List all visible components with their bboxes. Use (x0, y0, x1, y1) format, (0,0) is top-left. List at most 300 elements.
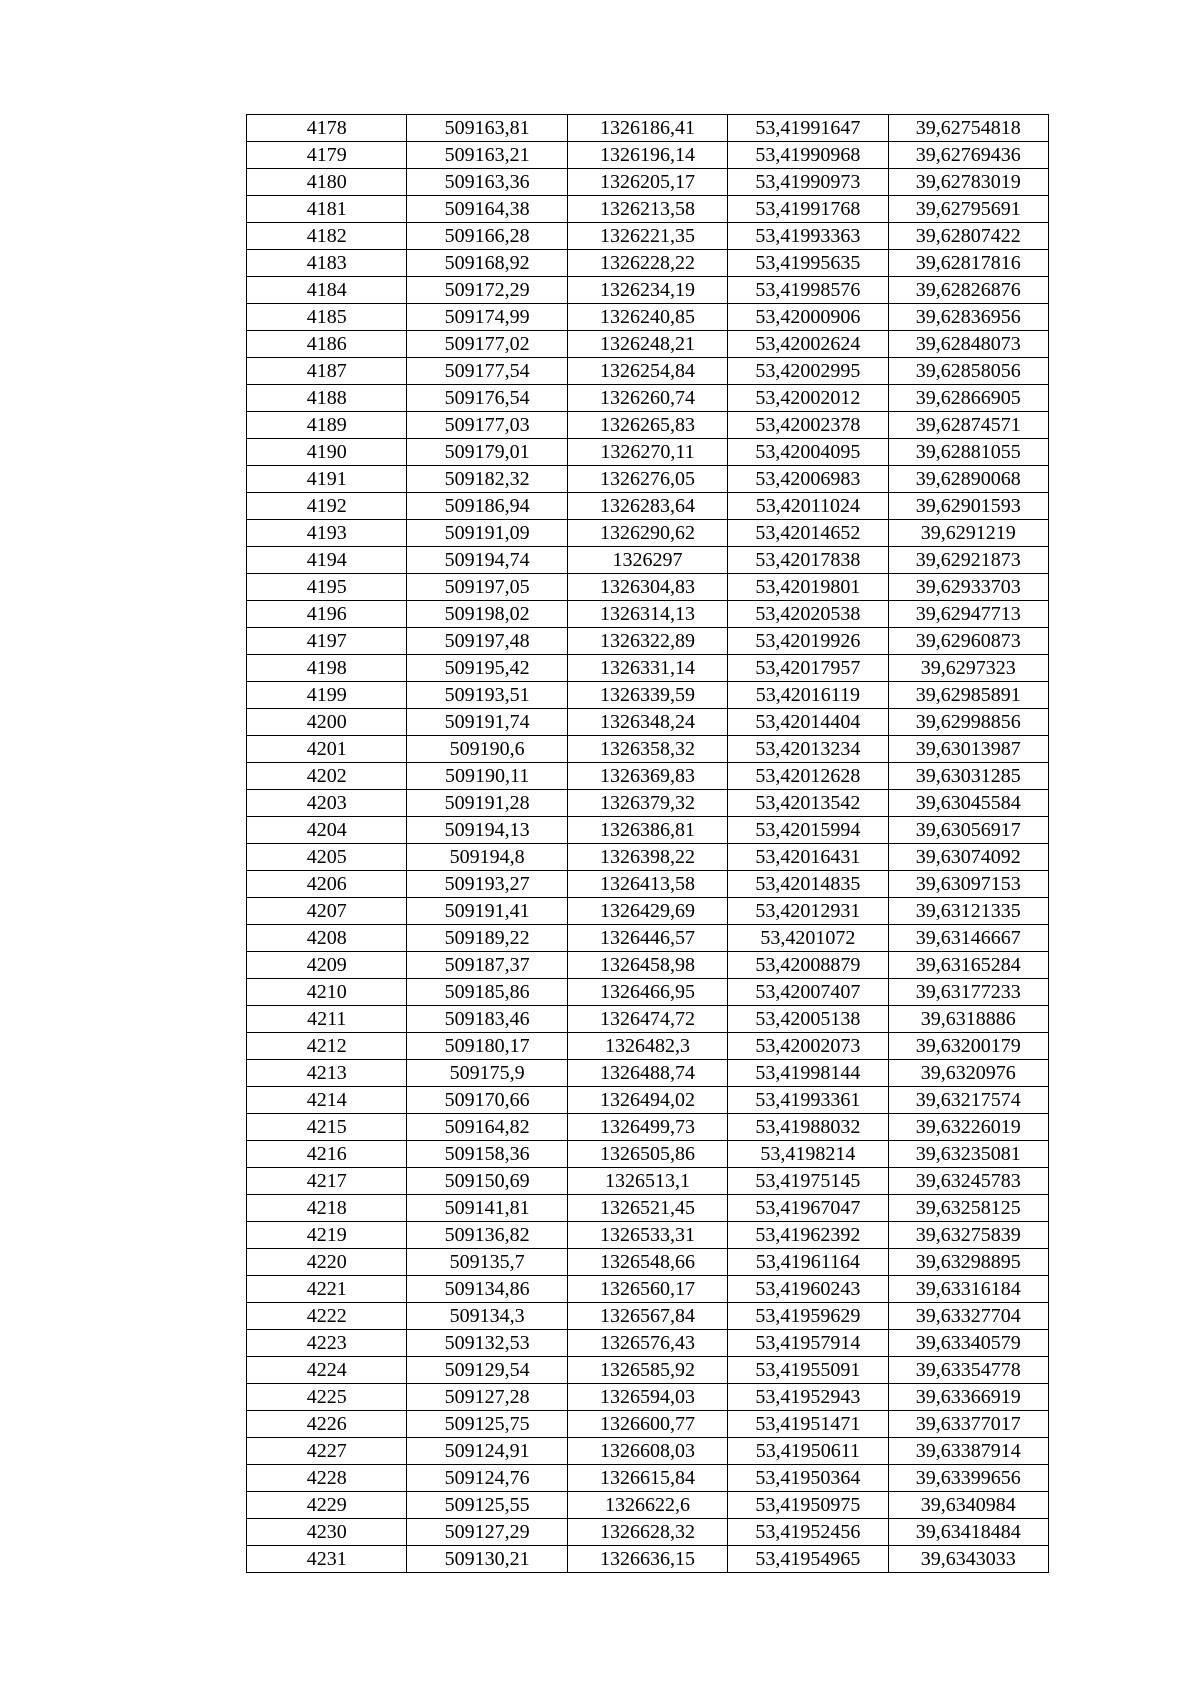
latitude-cell: 53,42007407 (728, 979, 888, 1006)
point-number-cell: 4208 (247, 925, 407, 952)
y-coordinate-cell: 1326205,17 (567, 169, 727, 196)
latitude-cell: 53,41998576 (728, 277, 888, 304)
longitude-cell: 39,63045584 (888, 790, 1048, 817)
longitude-cell: 39,6291219 (888, 520, 1048, 547)
y-coordinate-cell: 1326622,6 (567, 1492, 727, 1519)
y-coordinate-cell: 1326521,45 (567, 1195, 727, 1222)
latitude-cell: 53,41950975 (728, 1492, 888, 1519)
latitude-cell: 53,42008879 (728, 952, 888, 979)
table-row (247, 628, 1049, 655)
longitude-cell: 39,63074092 (888, 844, 1048, 871)
point-number-cell: 4227 (247, 1438, 407, 1465)
y-coordinate-cell: 1326322,89 (567, 628, 727, 655)
longitude-cell: 39,63226019 (888, 1114, 1048, 1141)
table-row (247, 1276, 1049, 1303)
x-coordinate-cell: 509194,13 (407, 817, 567, 844)
x-coordinate-cell: 509175,9 (407, 1060, 567, 1087)
longitude-cell: 39,63165284 (888, 952, 1048, 979)
latitude-cell: 53,41991768 (728, 196, 888, 223)
latitude-cell: 53,41975145 (728, 1168, 888, 1195)
latitude-cell: 53,41998144 (728, 1060, 888, 1087)
longitude-cell: 39,63245783 (888, 1168, 1048, 1195)
table-row (247, 169, 1049, 196)
latitude-cell: 53,42014652 (728, 520, 888, 547)
y-coordinate-cell: 1326283,64 (567, 493, 727, 520)
latitude-cell: 53,42016431 (728, 844, 888, 871)
longitude-cell: 39,62769436 (888, 142, 1048, 169)
x-coordinate-cell: 509130,21 (407, 1546, 567, 1573)
point-number-cell: 4201 (247, 736, 407, 763)
x-coordinate-cell: 509136,82 (407, 1222, 567, 1249)
latitude-cell: 53,42012931 (728, 898, 888, 925)
x-coordinate-cell: 509197,48 (407, 628, 567, 655)
y-coordinate-cell: 1326304,83 (567, 574, 727, 601)
x-coordinate-cell: 509134,3 (407, 1303, 567, 1330)
table-row (247, 1141, 1049, 1168)
y-coordinate-cell: 1326567,84 (567, 1303, 727, 1330)
longitude-cell: 39,63275839 (888, 1222, 1048, 1249)
longitude-cell: 39,63031285 (888, 763, 1048, 790)
y-coordinate-cell: 1326505,86 (567, 1141, 727, 1168)
table-row (247, 1411, 1049, 1438)
table-row (247, 1519, 1049, 1546)
point-number-cell: 4183 (247, 250, 407, 277)
x-coordinate-cell: 509176,54 (407, 385, 567, 412)
point-number-cell: 4178 (247, 115, 407, 142)
table-row (247, 250, 1049, 277)
point-number-cell: 4218 (247, 1195, 407, 1222)
latitude-cell: 53,42002624 (728, 331, 888, 358)
latitude-cell: 53,4201072 (728, 925, 888, 952)
point-number-cell: 4198 (247, 655, 407, 682)
y-coordinate-cell: 1326446,57 (567, 925, 727, 952)
table-row (247, 493, 1049, 520)
x-coordinate-cell: 509124,76 (407, 1465, 567, 1492)
table-row (247, 412, 1049, 439)
point-number-cell: 4214 (247, 1087, 407, 1114)
x-coordinate-cell: 509193,51 (407, 682, 567, 709)
y-coordinate-cell: 1326458,98 (567, 952, 727, 979)
table-row (247, 439, 1049, 466)
longitude-cell: 39,63097153 (888, 871, 1048, 898)
latitude-cell: 53,41955091 (728, 1357, 888, 1384)
point-number-cell: 4197 (247, 628, 407, 655)
table-row (247, 142, 1049, 169)
latitude-cell: 53,42019926 (728, 628, 888, 655)
y-coordinate-cell: 1326585,92 (567, 1357, 727, 1384)
latitude-cell: 53,42019801 (728, 574, 888, 601)
table-row (247, 1060, 1049, 1087)
point-number-cell: 4185 (247, 304, 407, 331)
x-coordinate-cell: 509127,29 (407, 1519, 567, 1546)
table-row (247, 790, 1049, 817)
longitude-cell: 39,62933703 (888, 574, 1048, 601)
longitude-cell: 39,63340579 (888, 1330, 1048, 1357)
y-coordinate-cell: 1326398,22 (567, 844, 727, 871)
x-coordinate-cell: 509127,28 (407, 1384, 567, 1411)
longitude-cell: 39,63121335 (888, 898, 1048, 925)
x-coordinate-cell: 509190,6 (407, 736, 567, 763)
latitude-cell: 53,4198214 (728, 1141, 888, 1168)
latitude-cell: 53,42004095 (728, 439, 888, 466)
table-row (247, 358, 1049, 385)
point-number-cell: 4224 (247, 1357, 407, 1384)
y-coordinate-cell: 1326600,77 (567, 1411, 727, 1438)
longitude-cell: 39,63177233 (888, 979, 1048, 1006)
point-number-cell: 4220 (247, 1249, 407, 1276)
latitude-cell: 53,41993361 (728, 1087, 888, 1114)
point-number-cell: 4215 (247, 1114, 407, 1141)
longitude-cell: 39,6297323 (888, 655, 1048, 682)
point-number-cell: 4207 (247, 898, 407, 925)
point-number-cell: 4195 (247, 574, 407, 601)
x-coordinate-cell: 509187,37 (407, 952, 567, 979)
longitude-cell: 39,62826876 (888, 277, 1048, 304)
y-coordinate-cell: 1326240,85 (567, 304, 727, 331)
y-coordinate-cell: 1326331,14 (567, 655, 727, 682)
x-coordinate-cell: 509194,74 (407, 547, 567, 574)
x-coordinate-cell: 509164,82 (407, 1114, 567, 1141)
table-row (247, 277, 1049, 304)
y-coordinate-cell: 1326513,1 (567, 1168, 727, 1195)
latitude-cell: 53,42020538 (728, 601, 888, 628)
table-row (247, 979, 1049, 1006)
longitude-cell: 39,62866905 (888, 385, 1048, 412)
longitude-cell: 39,62947713 (888, 601, 1048, 628)
x-coordinate-cell: 509129,54 (407, 1357, 567, 1384)
table-row (247, 1438, 1049, 1465)
x-coordinate-cell: 509163,21 (407, 142, 567, 169)
y-coordinate-cell: 1326488,74 (567, 1060, 727, 1087)
longitude-cell: 39,6320976 (888, 1060, 1048, 1087)
table-row (247, 844, 1049, 871)
x-coordinate-cell: 509125,55 (407, 1492, 567, 1519)
table-row (247, 385, 1049, 412)
y-coordinate-cell: 1326482,3 (567, 1033, 727, 1060)
point-number-cell: 4204 (247, 817, 407, 844)
longitude-cell: 39,62836956 (888, 304, 1048, 331)
x-coordinate-cell: 509172,29 (407, 277, 567, 304)
point-number-cell: 4179 (247, 142, 407, 169)
point-number-cell: 4223 (247, 1330, 407, 1357)
latitude-cell: 53,41952943 (728, 1384, 888, 1411)
point-number-cell: 4191 (247, 466, 407, 493)
latitude-cell: 53,41993363 (728, 223, 888, 250)
y-coordinate-cell: 1326560,17 (567, 1276, 727, 1303)
table-row (247, 547, 1049, 574)
longitude-cell: 39,62960873 (888, 628, 1048, 655)
x-coordinate-cell: 509125,75 (407, 1411, 567, 1438)
x-coordinate-cell: 509179,01 (407, 439, 567, 466)
longitude-cell: 39,63235081 (888, 1141, 1048, 1168)
coordinates-table (246, 114, 1049, 1573)
table-row (247, 1303, 1049, 1330)
point-number-cell: 4210 (247, 979, 407, 1006)
point-number-cell: 4188 (247, 385, 407, 412)
y-coordinate-cell: 1326413,58 (567, 871, 727, 898)
point-number-cell: 4213 (247, 1060, 407, 1087)
x-coordinate-cell: 509170,66 (407, 1087, 567, 1114)
x-coordinate-cell: 509193,27 (407, 871, 567, 898)
y-coordinate-cell: 1326234,19 (567, 277, 727, 304)
x-coordinate-cell: 509191,74 (407, 709, 567, 736)
y-coordinate-cell: 1326636,15 (567, 1546, 727, 1573)
x-coordinate-cell: 509168,92 (407, 250, 567, 277)
longitude-cell: 39,63377017 (888, 1411, 1048, 1438)
table-row (247, 601, 1049, 628)
point-number-cell: 4226 (247, 1411, 407, 1438)
table-row (247, 709, 1049, 736)
table-row (247, 1195, 1049, 1222)
x-coordinate-cell: 509186,94 (407, 493, 567, 520)
longitude-cell: 39,62858056 (888, 358, 1048, 385)
point-number-cell: 4221 (247, 1276, 407, 1303)
latitude-cell: 53,41990968 (728, 142, 888, 169)
latitude-cell: 53,41995635 (728, 250, 888, 277)
table-row (247, 1222, 1049, 1249)
x-coordinate-cell: 509134,86 (407, 1276, 567, 1303)
longitude-cell: 39,62874571 (888, 412, 1048, 439)
longitude-cell: 39,62985891 (888, 682, 1048, 709)
table-row (247, 1006, 1049, 1033)
longitude-cell: 39,63399656 (888, 1465, 1048, 1492)
table-row (247, 898, 1049, 925)
table-row (247, 1033, 1049, 1060)
latitude-cell: 53,42002995 (728, 358, 888, 385)
y-coordinate-cell: 1326533,31 (567, 1222, 727, 1249)
y-coordinate-cell: 1326314,13 (567, 601, 727, 628)
latitude-cell: 53,41950364 (728, 1465, 888, 1492)
longitude-cell: 39,6343033 (888, 1546, 1048, 1573)
longitude-cell: 39,63013987 (888, 736, 1048, 763)
x-coordinate-cell: 509185,86 (407, 979, 567, 1006)
latitude-cell: 53,41962392 (728, 1222, 888, 1249)
longitude-cell: 39,62783019 (888, 169, 1048, 196)
longitude-cell: 39,63366919 (888, 1384, 1048, 1411)
x-coordinate-cell: 509191,28 (407, 790, 567, 817)
table-row (247, 736, 1049, 763)
table-row (247, 655, 1049, 682)
y-coordinate-cell: 1326196,14 (567, 142, 727, 169)
point-number-cell: 4231 (247, 1546, 407, 1573)
x-coordinate-cell: 509163,81 (407, 115, 567, 142)
y-coordinate-cell: 1326379,32 (567, 790, 727, 817)
table-row (247, 466, 1049, 493)
x-coordinate-cell: 509124,91 (407, 1438, 567, 1465)
y-coordinate-cell: 1326270,11 (567, 439, 727, 466)
longitude-cell: 39,62754818 (888, 115, 1048, 142)
point-number-cell: 4196 (247, 601, 407, 628)
latitude-cell: 53,41951471 (728, 1411, 888, 1438)
point-number-cell: 4202 (247, 763, 407, 790)
table-row (247, 1168, 1049, 1195)
latitude-cell: 53,42012628 (728, 763, 888, 790)
point-number-cell: 4181 (247, 196, 407, 223)
y-coordinate-cell: 1326576,43 (567, 1330, 727, 1357)
x-coordinate-cell: 509195,42 (407, 655, 567, 682)
table-row (247, 574, 1049, 601)
longitude-cell: 39,63258125 (888, 1195, 1048, 1222)
latitude-cell: 53,41967047 (728, 1195, 888, 1222)
table-row (247, 1546, 1049, 1573)
latitude-cell: 53,42017957 (728, 655, 888, 682)
point-number-cell: 4217 (247, 1168, 407, 1195)
y-coordinate-cell: 1326466,95 (567, 979, 727, 1006)
x-coordinate-cell: 509191,09 (407, 520, 567, 547)
latitude-cell: 53,42013234 (728, 736, 888, 763)
latitude-cell: 53,42011024 (728, 493, 888, 520)
x-coordinate-cell: 509180,17 (407, 1033, 567, 1060)
y-coordinate-cell: 1326548,66 (567, 1249, 727, 1276)
y-coordinate-cell: 1326615,84 (567, 1465, 727, 1492)
latitude-cell: 53,41961164 (728, 1249, 888, 1276)
longitude-cell: 39,63056917 (888, 817, 1048, 844)
point-number-cell: 4225 (247, 1384, 407, 1411)
x-coordinate-cell: 509177,54 (407, 358, 567, 385)
longitude-cell: 39,63146667 (888, 925, 1048, 952)
x-coordinate-cell: 509164,38 (407, 196, 567, 223)
latitude-cell: 53,41959629 (728, 1303, 888, 1330)
latitude-cell: 53,42016119 (728, 682, 888, 709)
latitude-cell: 53,42002012 (728, 385, 888, 412)
table-row (247, 520, 1049, 547)
x-coordinate-cell: 509198,02 (407, 601, 567, 628)
table-row (247, 871, 1049, 898)
table-row (247, 1492, 1049, 1519)
longitude-cell: 39,63200179 (888, 1033, 1048, 1060)
table-row (247, 925, 1049, 952)
table-row (247, 817, 1049, 844)
table-row (247, 304, 1049, 331)
x-coordinate-cell: 509135,7 (407, 1249, 567, 1276)
longitude-cell: 39,62807422 (888, 223, 1048, 250)
point-number-cell: 4199 (247, 682, 407, 709)
point-number-cell: 4186 (247, 331, 407, 358)
y-coordinate-cell: 1326429,69 (567, 898, 727, 925)
longitude-cell: 39,62890068 (888, 466, 1048, 493)
table-row (247, 682, 1049, 709)
y-coordinate-cell: 1326186,41 (567, 115, 727, 142)
x-coordinate-cell: 509132,53 (407, 1330, 567, 1357)
point-number-cell: 4211 (247, 1006, 407, 1033)
x-coordinate-cell: 509197,05 (407, 574, 567, 601)
x-coordinate-cell: 509177,02 (407, 331, 567, 358)
x-coordinate-cell: 509166,28 (407, 223, 567, 250)
table-row (247, 763, 1049, 790)
table-row (247, 952, 1049, 979)
longitude-cell: 39,62848073 (888, 331, 1048, 358)
longitude-cell: 39,62901593 (888, 493, 1048, 520)
longitude-cell: 39,63327704 (888, 1303, 1048, 1330)
x-coordinate-cell: 509189,22 (407, 925, 567, 952)
table-row (247, 1384, 1049, 1411)
table-row (247, 115, 1049, 142)
point-number-cell: 4184 (247, 277, 407, 304)
y-coordinate-cell: 1326221,35 (567, 223, 727, 250)
coordinates-table-body (247, 115, 1049, 1573)
point-number-cell: 4219 (247, 1222, 407, 1249)
y-coordinate-cell: 1326213,58 (567, 196, 727, 223)
latitude-cell: 53,41954965 (728, 1546, 888, 1573)
y-coordinate-cell: 1326260,74 (567, 385, 727, 412)
latitude-cell: 53,42017838 (728, 547, 888, 574)
latitude-cell: 53,41957914 (728, 1330, 888, 1357)
table-row (247, 1465, 1049, 1492)
latitude-cell: 53,42002378 (728, 412, 888, 439)
point-number-cell: 4192 (247, 493, 407, 520)
longitude-cell: 39,62795691 (888, 196, 1048, 223)
y-coordinate-cell: 1326265,83 (567, 412, 727, 439)
longitude-cell: 39,62881055 (888, 439, 1048, 466)
table-row (247, 1249, 1049, 1276)
latitude-cell: 53,42014835 (728, 871, 888, 898)
y-coordinate-cell: 1326358,32 (567, 736, 727, 763)
y-coordinate-cell: 1326494,02 (567, 1087, 727, 1114)
latitude-cell: 53,42006983 (728, 466, 888, 493)
y-coordinate-cell: 1326297 (567, 547, 727, 574)
x-coordinate-cell: 509194,8 (407, 844, 567, 871)
table-row (247, 1330, 1049, 1357)
x-coordinate-cell: 509163,36 (407, 169, 567, 196)
point-number-cell: 4193 (247, 520, 407, 547)
latitude-cell: 53,41950611 (728, 1438, 888, 1465)
y-coordinate-cell: 1326499,73 (567, 1114, 727, 1141)
point-number-cell: 4180 (247, 169, 407, 196)
latitude-cell: 53,41991647 (728, 115, 888, 142)
y-coordinate-cell: 1326254,84 (567, 358, 727, 385)
point-number-cell: 4190 (247, 439, 407, 466)
y-coordinate-cell: 1326608,03 (567, 1438, 727, 1465)
x-coordinate-cell: 509177,03 (407, 412, 567, 439)
x-coordinate-cell: 509150,69 (407, 1168, 567, 1195)
point-number-cell: 4203 (247, 790, 407, 817)
x-coordinate-cell: 509183,46 (407, 1006, 567, 1033)
point-number-cell: 4228 (247, 1465, 407, 1492)
y-coordinate-cell: 1326386,81 (567, 817, 727, 844)
y-coordinate-cell: 1326228,22 (567, 250, 727, 277)
table-row (247, 196, 1049, 223)
point-number-cell: 4205 (247, 844, 407, 871)
y-coordinate-cell: 1326339,59 (567, 682, 727, 709)
table-row (247, 223, 1049, 250)
latitude-cell: 53,42015994 (728, 817, 888, 844)
point-number-cell: 4200 (247, 709, 407, 736)
point-number-cell: 4206 (247, 871, 407, 898)
x-coordinate-cell: 509191,41 (407, 898, 567, 925)
point-number-cell: 4189 (247, 412, 407, 439)
latitude-cell: 53,41960243 (728, 1276, 888, 1303)
x-coordinate-cell: 509141,81 (407, 1195, 567, 1222)
point-number-cell: 4182 (247, 223, 407, 250)
point-number-cell: 4194 (247, 547, 407, 574)
point-number-cell: 4187 (247, 358, 407, 385)
longitude-cell: 39,62998856 (888, 709, 1048, 736)
y-coordinate-cell: 1326276,05 (567, 466, 727, 493)
point-number-cell: 4230 (247, 1519, 407, 1546)
y-coordinate-cell: 1326348,24 (567, 709, 727, 736)
y-coordinate-cell: 1326290,62 (567, 520, 727, 547)
latitude-cell: 53,42000906 (728, 304, 888, 331)
y-coordinate-cell: 1326628,32 (567, 1519, 727, 1546)
longitude-cell: 39,63298895 (888, 1249, 1048, 1276)
table-row (247, 1114, 1049, 1141)
table-row (247, 1087, 1049, 1114)
point-number-cell: 4209 (247, 952, 407, 979)
x-coordinate-cell: 509174,99 (407, 304, 567, 331)
longitude-cell: 39,6340984 (888, 1492, 1048, 1519)
y-coordinate-cell: 1326248,21 (567, 331, 727, 358)
x-coordinate-cell: 509182,32 (407, 466, 567, 493)
